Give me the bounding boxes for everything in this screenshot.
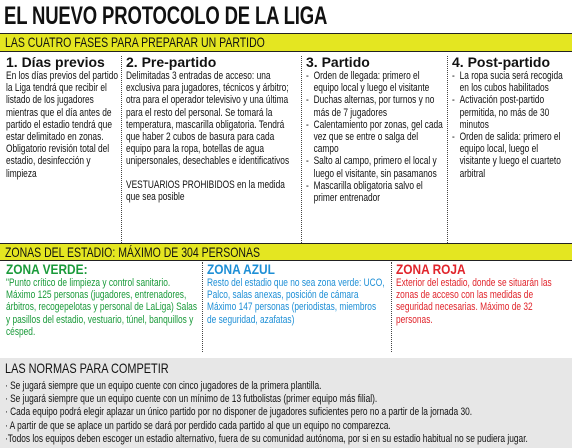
list-item: · A partir de que se aplace un partido se dará por perdido cada partido al que un equipo no comparezca.	[5, 419, 391, 432]
rules-panel	[0, 358, 572, 448]
phases-header: LAS CUATRO FASES PARA PREPARAR UN PARTIDO	[5, 34, 265, 50]
zone-title: ZONA VERDE:	[6, 261, 88, 277]
phases-header-band	[0, 33, 572, 52]
column-divider	[391, 262, 392, 352]
phase-text-warning: VESTUARIOS PROHIBIDOS en la medida que sea posible	[126, 178, 285, 203]
phase-heading: 1. Días previos	[6, 54, 105, 70]
rules-list	[5, 380, 572, 446]
phase-text: En los días previos del partido la Liga tendrá que recibir el listado de los jugadores mientras que el día antes de partido el estadio tendrá que estar delimitado en zonas. Obligatorio revisión total del estadio, desinfección y limpieza	[6, 70, 119, 180]
phase-column-3	[306, 55, 444, 204]
zone-text: Exterior del estadio, donde se situarán las zonas de acceso con las medidas de seguridad necesarias. Máximo de 32 personas.	[396, 277, 552, 326]
zone-title: ZONA AZUL	[207, 261, 275, 277]
list-item: - Orden de llegada: primero el equipo local y luego el visitante	[306, 70, 444, 94]
rules-header: LAS NORMAS PARA COMPETIR	[5, 360, 169, 376]
phase-heading: 3. Partido	[306, 54, 370, 70]
list-item: ·Todos los equipos deben escoger un estadio alternativo, fuera de su comunidad autónoma, por si en su estadio habitual no se pudiera jugar.	[5, 432, 528, 445]
column-divider	[447, 56, 448, 243]
list-item: - Salto al campo, primero el local y luego el visitante, sin pasamanos	[306, 155, 444, 179]
phase-column-4	[452, 55, 570, 180]
list-item: - La ropa sucia será recogida en los cubos habilitados	[452, 70, 571, 94]
list-item: - Mascarilla obligatoria salvo el primer entrenador	[306, 180, 444, 204]
list-item: · Cada equipo podrá elegir aplazar un único partido por no disponer de jugadores suficientes pero no a partir de la jornada 30.	[5, 406, 473, 419]
list-item: - Activación post-partido permitida, no más de 30 minutos	[452, 94, 571, 131]
zones-header-band	[0, 243, 572, 261]
phase-list	[452, 70, 571, 180]
phase-column-1	[6, 55, 118, 180]
column-divider	[121, 56, 122, 243]
phase-list	[306, 70, 444, 204]
phase-column-2	[126, 55, 298, 203]
page-title: EL NUEVO PROTOCOLO DE LA LIGA	[4, 2, 328, 30]
zone-text: "Punto crítico de limpieza y control sanitario. Máximo 125 personas (jugadores, entrenadores, árbitros, recogepelotas y personal de LaLiga) Salas y pasillos del estadio, vestuario, túnel, banquillos y césped.	[6, 277, 198, 338]
phase-heading: 2. Pre-partido	[126, 54, 217, 70]
list-item: - Orden de salida: primero el equipo local, luego el visitante y luego el cuarteto arbitral	[452, 131, 571, 180]
zone-text: Resto del estadio que no sea zona verde: UCO, Palco, salas anexas, posición de cámara Máximo 147 personas (periodistas, miembros de seguridad, azafatas)	[207, 277, 385, 326]
zone-red	[396, 262, 568, 326]
list-item: - Duchas alternas, por turnos y no más de 7 jugadores	[306, 94, 444, 118]
column-divider	[301, 56, 302, 243]
list-item: · Se jugará siempre que un equipo cuente con un mínimo de 13 futbolistas (primer equipo más filial).	[5, 393, 378, 406]
zone-blue	[207, 262, 387, 326]
column-divider	[202, 262, 203, 352]
zone-title: ZONA ROJA	[396, 261, 466, 277]
zones-header: ZONAS DEL ESTADIO: MÁXIMO DE 304 PERSONAS	[5, 244, 260, 260]
list-item: · Se jugará siempre que un equipo cuente con cinco jugadores de la primera plantilla.	[5, 380, 322, 392]
list-item: - Calentamiento por zonas, gel cada vez que se entre o salga del campo	[306, 119, 444, 156]
phase-heading: 4. Post-partido	[452, 54, 551, 70]
phase-text: Delimitadas 3 entradas de acceso: una exclusiva para jugadores, técnicos y árbitro; otra para el operador televisivo y una última para el resto del personal. Se tomará la temperatura, mascarilla obligatoria. Tendrá que haber 2 cubos de basura para cada equipo para la ropa, botellas de agua unipersonales, desechables e identificativos	[126, 70, 290, 168]
zone-green	[6, 262, 198, 338]
